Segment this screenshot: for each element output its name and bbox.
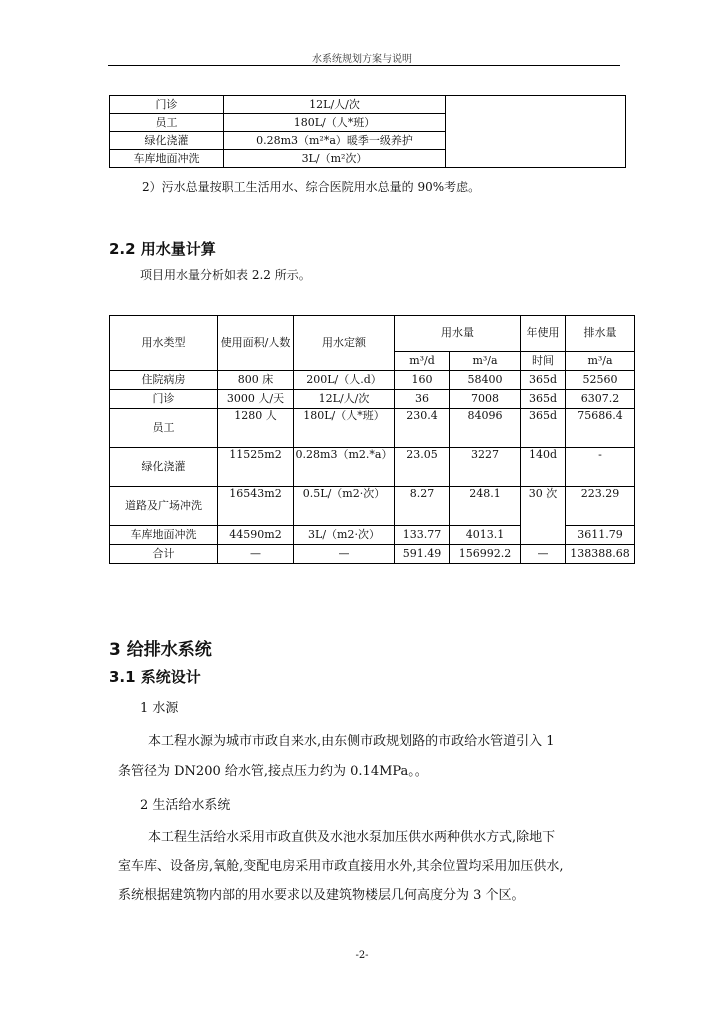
table-cell: 车库地面冲洗 xyxy=(110,150,224,168)
table-cell: 员工 xyxy=(110,409,218,448)
table-cell: 1280 人 xyxy=(218,409,294,448)
table-cell: 160 xyxy=(395,371,450,390)
table-cell: 591.49 xyxy=(395,545,450,564)
table-cell: 133.77 xyxy=(395,526,450,545)
page-number: -2- xyxy=(355,950,369,961)
table-cell: 23.05 xyxy=(395,448,450,487)
header-drain: 排水量 xyxy=(566,316,635,352)
table-cell: — xyxy=(218,545,294,564)
table-row xyxy=(110,371,635,390)
header-quota: 用水定额 xyxy=(294,316,395,371)
table-cell: 75686.4 xyxy=(566,409,635,448)
table-cell: - xyxy=(566,448,635,487)
table-cell: 44590m2 xyxy=(218,526,294,545)
table-row xyxy=(110,96,626,114)
table-cell: 223.29 xyxy=(566,487,635,526)
header-days-unit: 时间 xyxy=(521,351,566,370)
header-days: 年使用 xyxy=(521,316,566,352)
table-cell: 员工 xyxy=(110,114,224,132)
header-area: 使用面积/人数 xyxy=(218,316,294,371)
table-header-row xyxy=(110,316,635,352)
table-cell: 门诊 xyxy=(110,96,224,114)
table-cell: 36 xyxy=(395,390,450,409)
section-heading-2-2: 2.2 用水量计算 xyxy=(109,240,216,258)
table-cell: 3L/（m²次） xyxy=(224,150,446,168)
header-usage: 用水量 xyxy=(395,316,521,352)
table-cell: 138388.68 xyxy=(566,545,635,564)
table-cell-empty xyxy=(446,96,626,168)
table-cell: 30 次 xyxy=(521,487,566,545)
table-intro: 项目用水量分析如表 2.2 所示。 xyxy=(140,268,311,282)
table-cell: 365d xyxy=(521,409,566,448)
table-cell: 车库地面冲洗 xyxy=(110,526,218,545)
table-cell: 合计 xyxy=(110,545,218,564)
paragraph-line: 本工程水源为城市市政自来水,由东侧市政规划路的市政给水管道引入 1 xyxy=(148,734,555,749)
water-usage-table xyxy=(109,315,635,564)
table-cell: 180L/（人*班） xyxy=(224,114,446,132)
table-cell: 0.5L/（m2·次） xyxy=(294,487,395,526)
table-cell: 4013.1 xyxy=(450,526,521,545)
table-cell: 12L/人/次 xyxy=(224,96,446,114)
table-cell: 140d xyxy=(521,448,566,487)
header-rule xyxy=(108,65,620,66)
table-cell: — xyxy=(521,545,566,564)
table-cell: 道路及广场冲洗 xyxy=(110,487,218,526)
table-cell: 248.1 xyxy=(450,487,521,526)
table-cell: 3227 xyxy=(450,448,521,487)
table-row xyxy=(110,409,635,448)
section-heading-3: 3 给排水系统 xyxy=(109,640,212,660)
paragraph-line: 系统根据建筑物内部的用水要求以及建筑物楼层几何高度分为 3 个区。 xyxy=(118,888,525,903)
table-row xyxy=(110,390,635,409)
sewage-note: 2）污水总量按职工生活用水、综合医院用水总量的 90%考虑。 xyxy=(142,180,481,194)
table-cell: 58400 xyxy=(450,371,521,390)
table-row xyxy=(110,487,635,526)
table-cell: 7008 xyxy=(450,390,521,409)
header-annual-unit: m³/a xyxy=(450,351,521,370)
table-total-row xyxy=(110,545,635,564)
table-cell: 365d xyxy=(521,371,566,390)
table-cell: 3000 人/天 xyxy=(218,390,294,409)
table-cell: 12L/人/次 xyxy=(294,390,395,409)
table-cell: 住院病房 xyxy=(110,371,218,390)
table-row xyxy=(110,448,635,487)
table-cell: 52560 xyxy=(566,371,635,390)
paragraph-line: 条管径为 DN200 给水管,接点压力约为 0.14MPa。。 xyxy=(118,764,428,779)
header-drain-unit: m³/a xyxy=(566,351,635,370)
table-cell: 16543m2 xyxy=(218,487,294,526)
table-cell: 绿化浇灌 xyxy=(110,132,224,150)
table-cell: 0.28m3（m²*a）暖季一级养护 xyxy=(224,132,446,150)
table-cell: 200L/（人.d） xyxy=(294,371,395,390)
table-cell: 6307.2 xyxy=(566,390,635,409)
header-type: 用水类型 xyxy=(110,316,218,371)
table-cell: 门诊 xyxy=(110,390,218,409)
table-cell: 3611.79 xyxy=(566,526,635,545)
table-cell: 11525m2 xyxy=(218,448,294,487)
table-cell: — xyxy=(294,545,395,564)
paragraph-line: 本工程生活给水采用市政直供及水池水泵加压供水两种供水方式,除地下 xyxy=(148,830,556,845)
table-cell: 3L/（m2·次） xyxy=(294,526,395,545)
section-heading-3-1: 3.1 系统设计 xyxy=(109,668,201,686)
table-cell: 800 床 xyxy=(218,371,294,390)
table-cell: 绿化浇灌 xyxy=(110,448,218,487)
table-cell: 8.27 xyxy=(395,487,450,526)
table-cell: 365d xyxy=(521,390,566,409)
header-daily-unit: m³/d xyxy=(395,351,450,370)
table-cell: 156992.2 xyxy=(450,545,521,564)
subheading-water-source: 1 水源 xyxy=(140,701,179,716)
water-quota-table-continued xyxy=(109,95,626,168)
subheading-domestic-supply: 2 生活给水系统 xyxy=(140,798,231,813)
table-cell: 0.28m3（m2.*a） xyxy=(294,448,395,487)
table-cell: 180L/（人*班） xyxy=(294,409,395,448)
table-cell: 230.4 xyxy=(395,409,450,448)
paragraph-line: 室车库、设备房,氧舱,变配电房采用市政直接用水外,其余位置均采用加压供水, xyxy=(118,859,564,874)
table-cell: 84096 xyxy=(450,409,521,448)
running-header: 水系统规划方案与说明 xyxy=(312,54,412,65)
